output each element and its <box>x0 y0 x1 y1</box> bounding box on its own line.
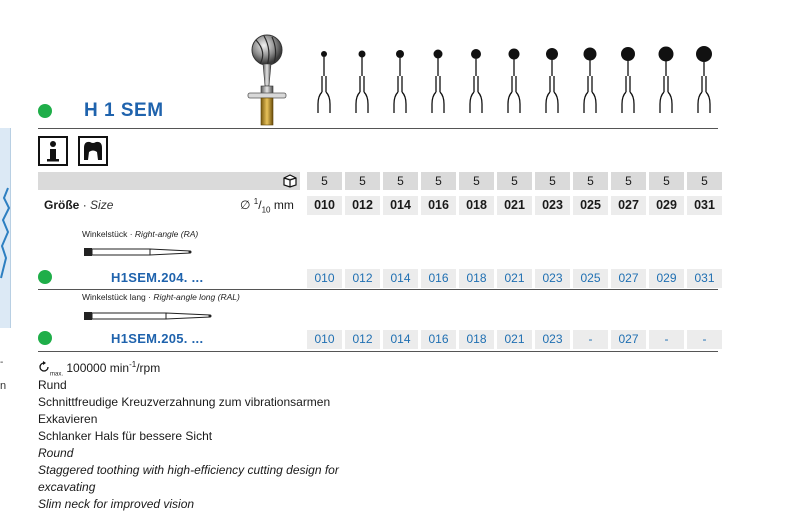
ra-size-cell-8[interactable]: 027 <box>611 269 646 288</box>
ra-bur-shank-image <box>82 245 194 259</box>
ra-size-cell-5[interactable]: 021 <box>497 269 532 288</box>
pack-qty-cell-10: 5 <box>687 172 722 190</box>
speed-value: 100000 min <box>66 361 130 375</box>
page-title: H 1 SEM <box>84 100 164 121</box>
pack-qty-cell-8: 5 <box>611 172 646 190</box>
size-unit-label: ∅ $^1/_{10}$ mm <box>240 197 294 215</box>
code-rest: .205. ... <box>157 331 204 346</box>
pack-qty-cell-6: 5 <box>535 172 570 190</box>
caption-de: Winkelstück lang · <box>82 292 151 302</box>
desc-en-2: excavating <box>38 480 96 494</box>
ra-size-cell-10[interactable]: 031 <box>687 269 722 288</box>
package-icon <box>283 174 297 188</box>
left-page-graphic <box>0 128 11 328</box>
product-divider <box>38 289 718 290</box>
status-dot-ra <box>38 270 52 284</box>
size-cell-7: 025 <box>573 196 608 215</box>
caption-en: Right-angle (RA) <box>134 229 199 239</box>
caption-en: Right-angle long (RAL) <box>153 292 240 302</box>
ral-size-cell-6[interactable]: 023 <box>535 330 570 349</box>
ral-size-cell-7[interactable]: - <box>573 330 608 349</box>
ral-size-cell-4[interactable]: 018 <box>459 330 494 349</box>
ral-size-cell-3[interactable]: 016 <box>421 330 456 349</box>
dental-crown-icon[interactable] <box>78 136 108 166</box>
title-divider <box>38 128 718 129</box>
bur-size-018-outline <box>470 49 482 113</box>
bur-size-029-outline <box>659 47 674 114</box>
ra-size-cell-2[interactable]: 014 <box>383 269 418 288</box>
pack-qty-cell-0: 5 <box>307 172 342 190</box>
bur-size-031-outline <box>696 46 712 113</box>
left-fragment-dash: - <box>0 357 4 368</box>
speed-unit: /rpm <box>136 361 161 375</box>
size-cell-8: 027 <box>611 196 646 215</box>
ra-size-cell-9[interactable]: 029 <box>649 269 684 288</box>
bur-size-014-outline <box>394 50 406 113</box>
size-cell-3: 016 <box>421 196 456 215</box>
desc-de-0: Rund <box>38 378 67 392</box>
ral-size-cell-1[interactable]: 012 <box>345 330 380 349</box>
ral-size-cell-2[interactable]: 014 <box>383 330 418 349</box>
table-bottom-divider <box>38 351 718 352</box>
pack-qty-cell-3: 5 <box>421 172 456 190</box>
ral-size-cell-5[interactable]: 021 <box>497 330 532 349</box>
unit-mm: mm <box>273 198 294 212</box>
size-cell-0: 010 <box>307 196 342 215</box>
status-dot <box>38 104 52 118</box>
product-code-ral[interactable] <box>111 331 203 346</box>
ra-size-cell-3[interactable]: 016 <box>421 269 456 288</box>
pack-qty-cell-1: 5 <box>345 172 380 190</box>
left-page-fragment <box>0 128 11 328</box>
bur-size-012-outline <box>356 51 368 114</box>
desc-en-1: Staggered toothing with high-efficiency cutting design for <box>38 463 339 477</box>
desc-de-1: Schnittfreudige Kreuzverzahnung zum vibrationsarmen <box>38 395 331 409</box>
ral-size-cell-0[interactable]: 010 <box>307 330 342 349</box>
size-cell-10: 031 <box>687 196 722 215</box>
ral-size-cell-10[interactable]: - <box>687 330 722 349</box>
pack-band <box>38 172 300 190</box>
caption-de: Winkelstück · <box>82 229 133 239</box>
desc-de-3: Schlanker Hals für bessere Sicht <box>38 429 213 443</box>
diameter-symbol: ∅ <box>240 198 251 212</box>
size-cell-6: 023 <box>535 196 570 215</box>
ra-size-cell-6[interactable]: 023 <box>535 269 570 288</box>
bur-product-image <box>242 30 292 126</box>
desc-de-2: Exkavieren <box>38 412 98 426</box>
code-bold: H1SEM <box>111 331 158 346</box>
desc-en-3: Slim neck for improved vision <box>38 497 195 511</box>
speed-sup: -1 <box>129 360 137 369</box>
speed-sub: max. <box>50 371 64 378</box>
size-label <box>44 198 113 212</box>
unit-frac-den: 10 <box>261 205 271 215</box>
desc-en-0: Round <box>38 446 74 460</box>
ra-size-cell-7[interactable]: 025 <box>573 269 608 288</box>
rotation-speed-icon <box>38 361 50 373</box>
size-cell-9: 029 <box>649 196 684 215</box>
ral-size-cell-8[interactable]: 027 <box>611 330 646 349</box>
ral-size-cell-9[interactable]: - <box>649 330 684 349</box>
ra-size-cell-0[interactable]: 010 <box>307 269 342 288</box>
product-caption-ra <box>82 229 198 239</box>
size-cell-1: 012 <box>345 196 380 215</box>
code-rest: .204. ... <box>157 270 204 285</box>
ra-size-cell-4[interactable]: 018 <box>459 269 494 288</box>
product-caption-ral <box>82 292 240 302</box>
code-bold: H1SEM <box>111 270 158 285</box>
size-cell-4: 018 <box>459 196 494 215</box>
bur-size-016-outline <box>432 50 444 114</box>
bur-size-025-outline <box>584 48 597 114</box>
pack-qty-cell-5: 5 <box>497 172 532 190</box>
bur-size-023-outline <box>546 48 558 113</box>
ra-size-cell-1[interactable]: 012 <box>345 269 380 288</box>
size-label-sep: · <box>82 198 87 212</box>
unit-frac-num: 1 <box>253 197 259 206</box>
bur-size-outlines <box>305 40 725 120</box>
ral-bur-shank-image <box>82 309 214 323</box>
size-cell-2: 014 <box>383 196 418 215</box>
size-cell-5: 021 <box>497 196 532 215</box>
pack-qty-cell-4: 5 <box>459 172 494 190</box>
bur-size-027-outline <box>621 47 635 113</box>
status-dot-ral <box>38 331 52 345</box>
pack-qty-cell-9: 5 <box>649 172 684 190</box>
left-fragment-text: n <box>0 380 7 392</box>
size-label-en: Size <box>90 198 114 212</box>
size-label-de: Größe <box>44 198 80 212</box>
bur-size-021-outline <box>508 49 520 114</box>
product-code-ra[interactable] <box>111 270 203 285</box>
bur-size-010-outline <box>318 51 330 113</box>
pack-qty-cell-7: 5 <box>573 172 608 190</box>
pack-qty-cell-2: 5 <box>383 172 418 190</box>
info-icon[interactable] <box>38 136 68 166</box>
max-speed <box>38 360 160 377</box>
